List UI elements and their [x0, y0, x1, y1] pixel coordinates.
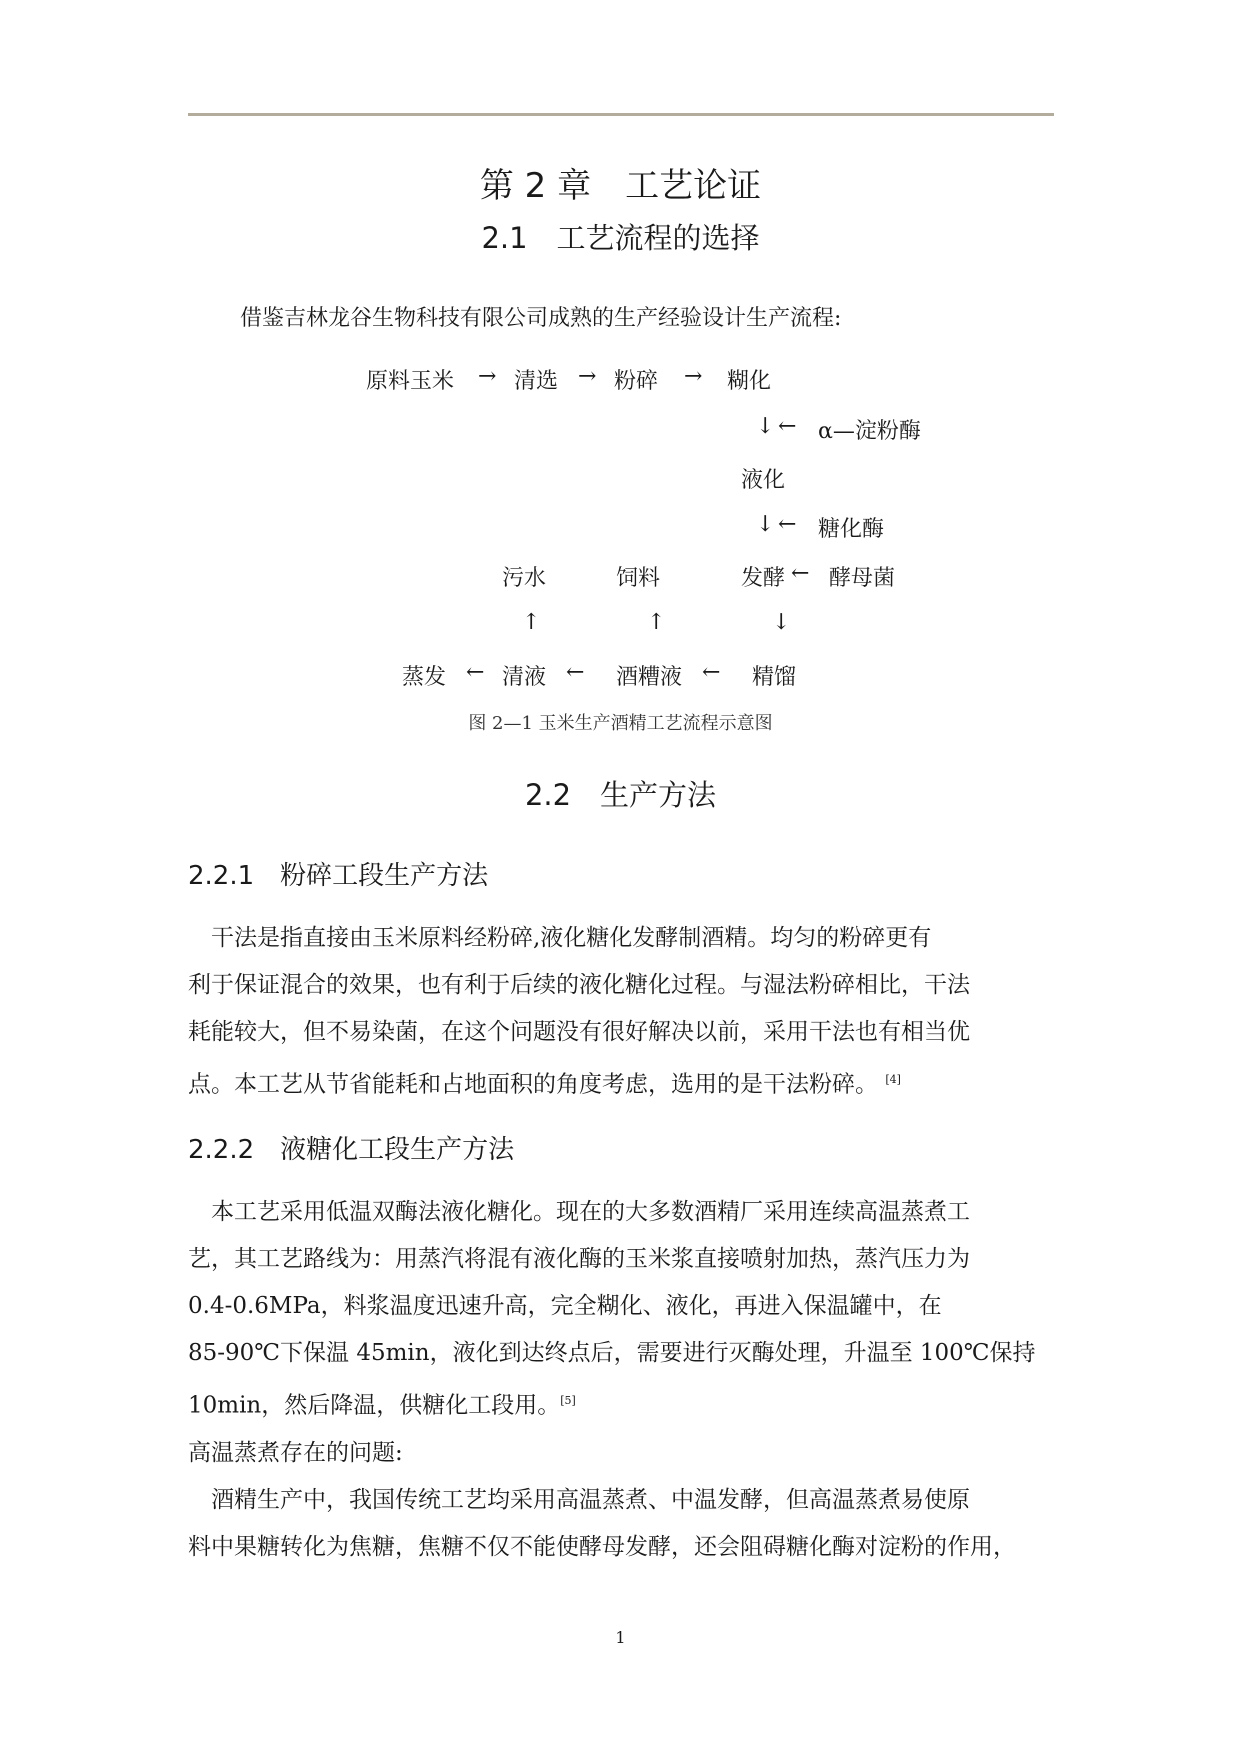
arrow-right: →	[478, 364, 497, 389]
section-2-2-2-title: 2.2.2 液糖化工段生产方法	[188, 1135, 515, 1165]
paragraph-line: 干法是指直接由玉米原料经粉碎,液化糖化发酵制酒精。均匀的粉碎更有	[188, 925, 932, 951]
paragraph-line: 耗能较大，但不易染菌，在这个问题没有很好解决以前，采用干法也有相当优	[188, 1019, 970, 1045]
arrow-up: ↑	[647, 610, 666, 635]
paragraph-line-text: 10min，然后降温，供糖化工段用。	[188, 1392, 561, 1419]
node-feed: 饲料	[616, 566, 661, 591]
section-2-2-1-title: 2.2.1 粉碎工段生产方法	[188, 861, 489, 891]
node-distillers-grains: 酒糟液	[616, 665, 683, 690]
paragraph-line: 酒精生产中，我国传统工艺均采用高温蒸煮、中温发酵，但高温蒸煮易使原	[188, 1486, 970, 1513]
paragraph-line: 料中果糖转化为焦糖，焦糖不仅不能使酵母发酵，还会阻碍糖化酶对淀粉的作用，	[188, 1533, 1016, 1560]
arrow-left: ←	[702, 660, 721, 685]
node-cleaning: 清选	[514, 369, 559, 394]
node-raw-corn: 原料玉米	[366, 369, 455, 394]
node-sewage: 污水	[502, 566, 547, 591]
citation-ref: [4]	[885, 1073, 901, 1086]
arrow-down: ↓	[772, 610, 791, 635]
problem-heading: 高温蒸煮存在的问题:	[188, 1439, 403, 1466]
node-yeast: 酵母菌	[829, 566, 896, 591]
arrow-up: ↑	[522, 610, 541, 635]
arrow-right: →	[578, 364, 597, 389]
node-liquefaction: 液化	[741, 468, 786, 493]
node-crushing: 粉碎	[614, 369, 659, 394]
node-fermentation: 发酵	[741, 566, 786, 591]
arrow-down: ↓	[756, 414, 775, 439]
section-2-2-2-paragraph	[188, 1189, 1054, 1571]
figure-caption: 图 2—1 玉米生产酒精工艺流程示意图	[468, 713, 773, 734]
arrow-right: →	[684, 364, 703, 389]
node-evaporation: 蒸发	[402, 665, 447, 690]
arrow-left: ←	[466, 660, 485, 685]
paragraph-line-text: 点。本工艺从节省能耗和占地面积的角度考虑，选用的是干法粉碎。	[188, 1071, 878, 1098]
arrow-left: ←	[778, 414, 797, 439]
node-alpha-amylase: α—淀粉酶	[818, 419, 921, 444]
section-2-1-title: 2.1 工艺流程的选择	[481, 221, 760, 255]
node-rectification: 精馏	[752, 665, 797, 690]
paragraph-line: 利于保证混合的效果，也有利于后续的液化糖化过程。与湿法粉碎相比，干法	[188, 972, 970, 998]
paragraph-line: 本工艺采用低温双酶法液化糖化。现在的大多数酒精厂采用连续高温蒸煮工	[188, 1199, 970, 1225]
paragraph-line	[188, 1056, 1054, 1109]
node-gelatinization: 糊化	[727, 369, 772, 394]
arrow-down: ↓	[756, 512, 775, 537]
node-clear-liquid: 清液	[502, 665, 547, 690]
node-glucoamylase: 糖化酶	[818, 517, 885, 542]
arrow-left: ←	[566, 660, 585, 685]
paragraph-line: 艺，其工艺路线为：用蒸汽将混有液化酶的玉米浆直接喷射加热，蒸汽压力为	[188, 1246, 970, 1272]
chapter-title: 第 2 章 工艺论证	[479, 166, 762, 206]
paragraph-line: 0.4-0.6MPa，料浆温度迅速升高，完全糊化、液化，再进入保温罐中，在	[188, 1293, 942, 1319]
arrow-left: ←	[791, 561, 810, 586]
paragraph-line	[188, 1377, 1054, 1430]
section-2-2-1-paragraph	[188, 915, 1054, 1109]
section-2-2-title: 2.2 生产方法	[524, 778, 717, 812]
header-rule	[188, 113, 1054, 116]
paragraph-line: 85-90℃下保温 45min，液化到达终点后，需要进行灭酶处理，升温至 100℃保持	[188, 1340, 1036, 1366]
flow-intro-text: 借鉴吉林龙谷生物科技有限公司成熟的生产经验设计生产流程:	[240, 306, 842, 331]
page-number: 1	[615, 1628, 626, 1647]
arrow-left: ←	[778, 512, 797, 537]
citation-ref: [5]	[560, 1394, 576, 1407]
